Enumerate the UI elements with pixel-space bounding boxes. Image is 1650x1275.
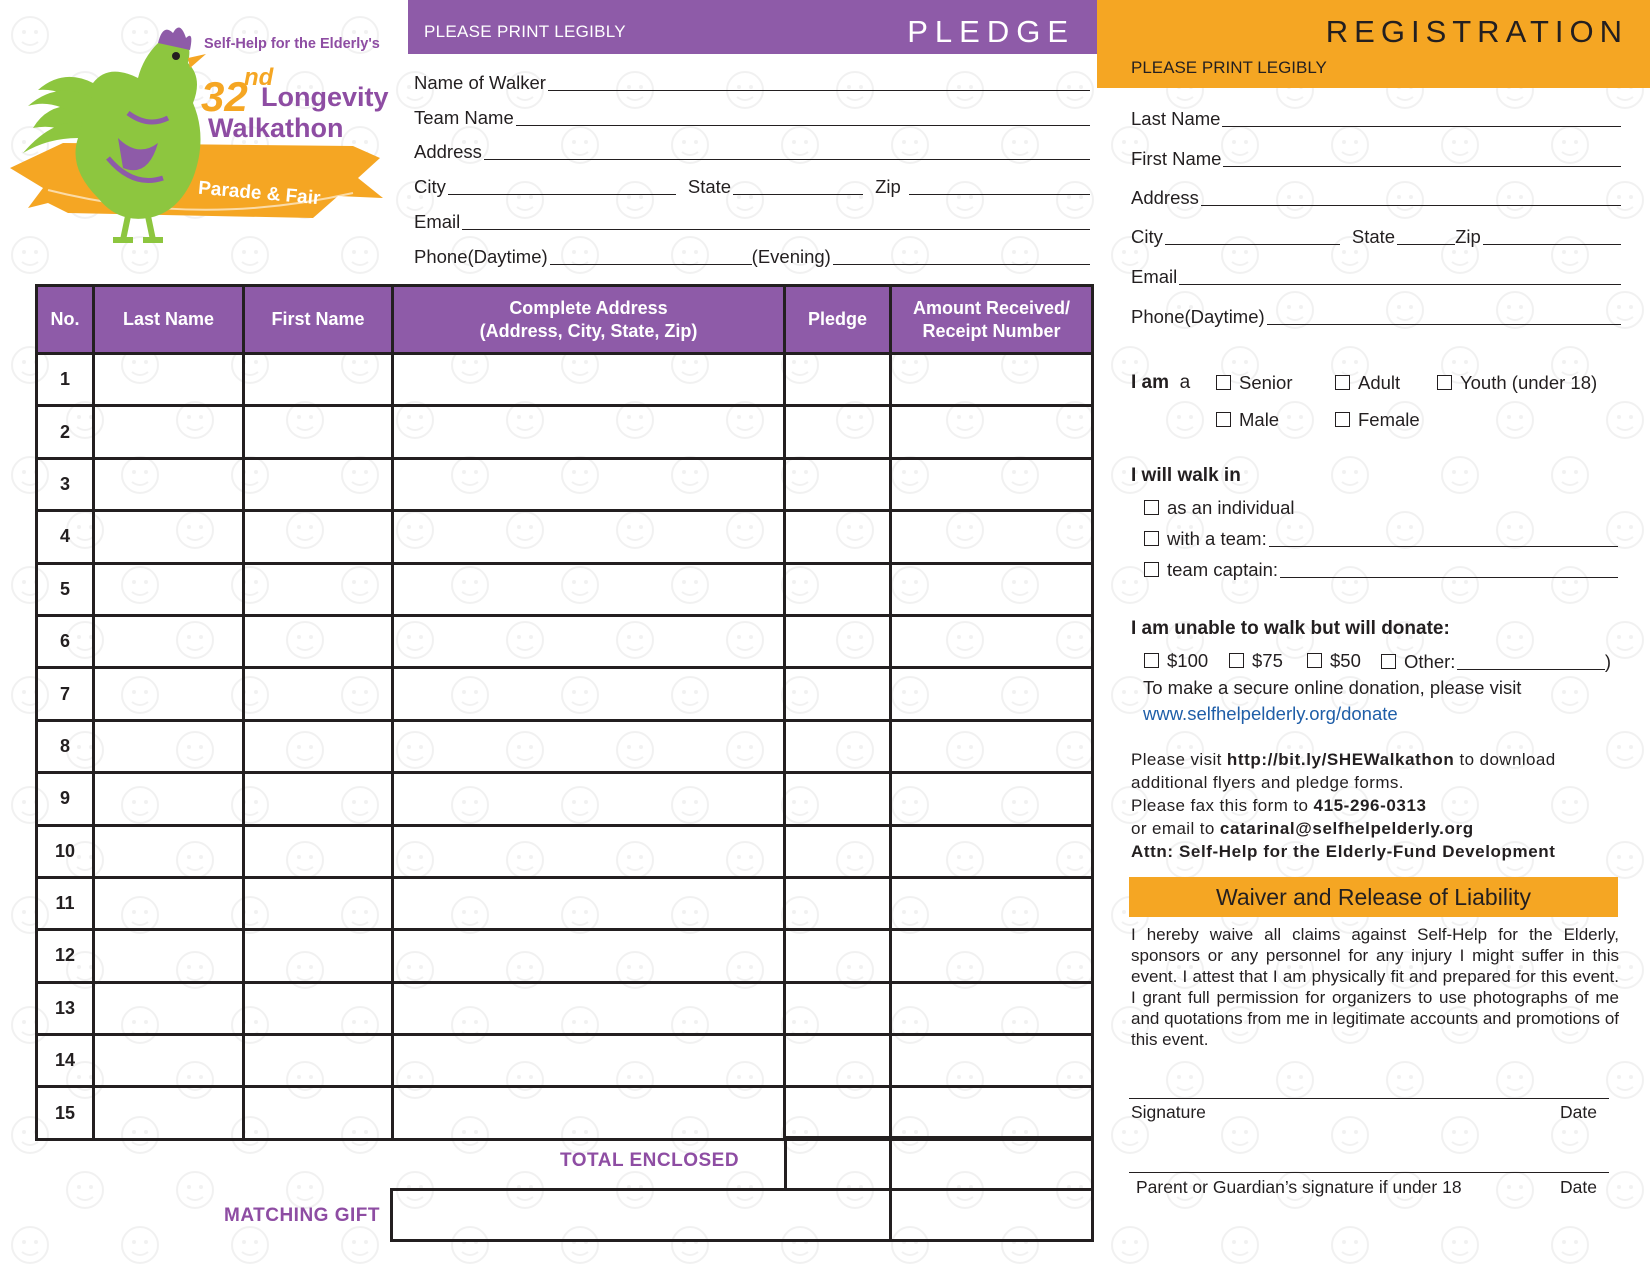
row-address[interactable] (393, 1035, 785, 1087)
reg-city-label: City (1131, 226, 1163, 247)
row-first-name[interactable] (244, 773, 393, 825)
row-pledge[interactable] (785, 354, 891, 406)
total-enclosed-label: TOTAL ENCLOSED (560, 1150, 740, 1171)
row-address[interactable] (393, 406, 785, 458)
header-amount-received (891, 286, 1093, 354)
pledge-phone-evening-label: (Evening) (751, 246, 831, 267)
captain-option[interactable] (1144, 553, 1618, 583)
row-address[interactable] (393, 877, 785, 929)
row-pledge[interactable] (785, 511, 891, 563)
info-email-address[interactable]: catarinal@selfhelpelderly.org (1219, 819, 1474, 838)
row-pledge[interactable] (785, 563, 891, 615)
senior-option[interactable] (1216, 372, 1292, 394)
table-row (37, 563, 1093, 615)
total-pledge-cell[interactable] (784, 1136, 892, 1191)
row-first-name[interactable] (244, 511, 393, 563)
donate-50-option[interactable] (1307, 650, 1361, 672)
info-visit-post: to download (1454, 750, 1556, 769)
pledge-phone-day-label: Phone(Daytime) (414, 246, 548, 267)
total-amount-cell[interactable] (889, 1136, 1094, 1191)
logo-org-name: Self-Help for the Elderly's (204, 36, 380, 52)
reg-email-field[interactable] (1131, 260, 1621, 290)
row-last-name[interactable] (94, 773, 244, 825)
row-last-name[interactable] (94, 825, 244, 877)
info-email-pre: or email to (1131, 819, 1220, 838)
donate-75-checkbox[interactable] (1229, 653, 1244, 668)
row-amount[interactable] (891, 615, 1093, 667)
row-first-name[interactable] (244, 877, 393, 929)
table-row (37, 877, 1093, 929)
info-fax-line (1131, 794, 1556, 817)
row-last-name[interactable] (94, 563, 244, 615)
row-pledge[interactable] (785, 773, 891, 825)
row-pledge[interactable] (785, 1087, 891, 1139)
row-first-name[interactable] (244, 615, 393, 667)
row-amount[interactable] (891, 458, 1093, 510)
row-pledge[interactable] (785, 668, 891, 720)
row-last-name[interactable] (94, 615, 244, 667)
reg-address-label: Address (1131, 187, 1199, 208)
info-visit-pre: Please visit (1131, 750, 1227, 769)
row-number: 6 (37, 615, 94, 667)
header-complete-address (393, 286, 785, 354)
female-checkbox[interactable] (1335, 412, 1350, 427)
row-number: 14 (37, 1035, 94, 1087)
female-option[interactable] (1335, 409, 1420, 431)
signature-label: Signature (1131, 1102, 1206, 1122)
senior-checkbox[interactable] (1216, 375, 1231, 390)
row-amount[interactable] (891, 1087, 1093, 1139)
walker-name-label: Name of Walker (414, 72, 546, 93)
online-donation-link[interactable]: www.selfhelpelderly.org/donate (1143, 703, 1398, 724)
matching-gift-cell[interactable] (390, 1188, 892, 1242)
row-amount[interactable] (891, 773, 1093, 825)
row-pledge[interactable] (785, 877, 891, 929)
row-first-name[interactable] (244, 458, 393, 510)
donate-other-label: Other: (1404, 651, 1456, 672)
row-address[interactable] (393, 825, 785, 877)
pledge-title: PLEDGE (907, 14, 1075, 49)
date-label: Date (1560, 1102, 1597, 1122)
row-pledge[interactable] (785, 458, 891, 510)
row-amount[interactable] (891, 877, 1093, 929)
reg-last-name-label: Last Name (1131, 108, 1221, 129)
table-row (37, 406, 1093, 458)
table-row (37, 511, 1093, 563)
donate-100-checkbox[interactable] (1144, 653, 1159, 668)
row-number: 5 (37, 563, 94, 615)
row-last-name[interactable] (94, 720, 244, 772)
header-first-name: First Name (244, 286, 393, 354)
registration-print-legibly: PLEASE PRINT LEGIBLY (1131, 58, 1327, 77)
donate-heading: I am unable to walk but will donate: (1131, 618, 1450, 639)
pledge-address-field[interactable] (414, 135, 1090, 165)
row-number: 10 (37, 825, 94, 877)
pledge-address-label: Address (414, 141, 482, 162)
signature-line[interactable] (1129, 1098, 1609, 1099)
pledge-zip-label: Zip (875, 176, 901, 197)
row-number: 8 (37, 720, 94, 772)
row-first-name[interactable] (244, 354, 393, 406)
male-checkbox[interactable] (1216, 412, 1231, 427)
reg-state-label: State (1351, 226, 1396, 247)
info-email-line (1131, 817, 1556, 840)
table-row (37, 982, 1093, 1034)
header-last-name: Last Name (94, 286, 244, 354)
youth-option[interactable] (1437, 372, 1597, 394)
row-first-name[interactable] (244, 930, 393, 982)
row-last-name[interactable] (94, 354, 244, 406)
logo-banner-text: Parade & Fair (197, 177, 322, 210)
individual-checkbox[interactable] (1144, 500, 1159, 515)
row-address[interactable] (393, 615, 785, 667)
row-address[interactable] (393, 458, 785, 510)
matching-gift-amount-cell[interactable] (889, 1188, 1094, 1242)
row-number: 7 (37, 668, 94, 720)
pledge-header (408, 0, 1097, 54)
youth-checkbox[interactable] (1437, 375, 1452, 390)
row-pledge[interactable] (785, 930, 891, 982)
row-address[interactable] (393, 930, 785, 982)
donate-other-checkbox[interactable] (1381, 654, 1396, 669)
row-number: 12 (37, 930, 94, 982)
reg-phone-field[interactable] (1131, 300, 1621, 330)
individual-option[interactable] (1144, 497, 1295, 519)
header-address-line1: Complete Address (509, 298, 668, 318)
donate-other-option[interactable] (1381, 645, 1611, 675)
row-last-name[interactable] (94, 930, 244, 982)
info-line2: additional flyers and pledge forms. (1131, 773, 1404, 792)
row-address[interactable] (393, 773, 785, 825)
table-row (37, 458, 1093, 510)
donate-75-option[interactable] (1229, 650, 1283, 672)
row-last-name[interactable] (94, 668, 244, 720)
info-attn-line (1131, 840, 1556, 863)
header-address-line2: (Address, City, State, Zip) (479, 320, 698, 341)
row-first-name[interactable] (244, 406, 393, 458)
captain-checkbox[interactable] (1144, 562, 1159, 577)
i-am-label (1131, 372, 1190, 394)
row-amount[interactable] (891, 406, 1093, 458)
youth-label: Youth (under 18) (1460, 372, 1598, 393)
row-amount[interactable] (891, 1035, 1093, 1087)
waiver-text: I hereby waive all claims against Self-Help for the Elderly, sponsors or any personnel for any injury I might suffer in this event. I attest that I am physically fit and prepared for this event. I grant full permission for organizers to use photographs of me and quotations from me in legitimate accounts and promotions of this event. (1131, 925, 1619, 1049)
donate-50-checkbox[interactable] (1307, 653, 1322, 668)
row-number: 3 (37, 458, 94, 510)
row-number: 13 (37, 982, 94, 1034)
donate-other-close: ) (1604, 651, 1611, 672)
walkathon-logo (8, 18, 400, 246)
info-fax-number: 415-296-0313 (1313, 796, 1427, 815)
row-address[interactable] (393, 563, 785, 615)
header-no: No. (37, 286, 94, 354)
row-amount[interactable] (891, 825, 1093, 877)
donate-50-label: $50 (1330, 650, 1361, 671)
row-amount[interactable] (891, 930, 1093, 982)
info-visit-url[interactable]: http://bit.ly/SHEWalkathon (1226, 750, 1455, 769)
reg-zip-label: Zip (1455, 226, 1481, 247)
reg-city-state-zip-field[interactable] (1131, 220, 1621, 250)
team-name-label: Team Name (414, 107, 514, 128)
senior-label: Senior (1239, 372, 1293, 393)
adult-label: Adult (1358, 372, 1401, 393)
table-header-row (37, 286, 1093, 354)
pledge-print-legibly: PLEASE PRINT LEGIBLY (424, 22, 626, 41)
guardian-signature-line[interactable] (1129, 1172, 1609, 1173)
row-number: 15 (37, 1087, 94, 1139)
row-number: 9 (37, 773, 94, 825)
header-amount-line1: Amount Received/ (912, 298, 1071, 318)
row-last-name[interactable] (94, 406, 244, 458)
logo-number: 32 (201, 73, 248, 120)
row-amount[interactable] (891, 563, 1093, 615)
pledge-phone-field[interactable] (414, 240, 1090, 270)
table-row (37, 930, 1093, 982)
female-label: Female (1358, 409, 1420, 430)
info-visit-line (1131, 748, 1556, 771)
row-first-name[interactable] (244, 563, 393, 615)
table-row (37, 720, 1093, 772)
header-pledge: Pledge (785, 286, 891, 354)
logo-walkathon: Walkathon (208, 113, 344, 143)
header-amount-line2: Receipt Number (922, 320, 1061, 341)
table-row (37, 1035, 1093, 1087)
reg-last-name-field[interactable] (1131, 102, 1621, 132)
team-label: with a team: (1167, 528, 1267, 549)
donate-100-label: $100 (1167, 650, 1209, 671)
table-row (37, 825, 1093, 877)
pledge-email-label: Email (414, 211, 461, 232)
row-pledge[interactable] (785, 825, 891, 877)
pledge-city-label: City (414, 176, 446, 197)
row-number: 2 (37, 406, 94, 458)
male-option[interactable] (1216, 409, 1279, 431)
row-first-name[interactable] (244, 1035, 393, 1087)
pledge-state-label: State (687, 176, 732, 197)
row-address[interactable] (393, 668, 785, 720)
online-donation-text: To make a secure online donation, please visit (1143, 677, 1522, 698)
row-first-name[interactable] (244, 982, 393, 1034)
row-address[interactable] (393, 511, 785, 563)
adult-checkbox[interactable] (1335, 375, 1350, 390)
table-row (37, 354, 1093, 406)
i-am-text: I am (1131, 372, 1170, 393)
logo-longevity: Longevity (261, 82, 389, 112)
donate-75-label: $75 (1252, 650, 1283, 671)
row-last-name[interactable] (94, 1035, 244, 1087)
i-am-a-text: a (1179, 372, 1191, 393)
reg-phone-day-label: Phone(Daytime) (1131, 306, 1265, 327)
row-address[interactable] (393, 354, 785, 406)
pledge-table (35, 284, 1094, 1141)
team-option[interactable] (1144, 522, 1618, 552)
reg-address-field[interactable] (1131, 181, 1621, 211)
row-first-name[interactable] (244, 1087, 393, 1139)
male-label: Male (1239, 409, 1280, 430)
table-row (37, 668, 1093, 720)
row-amount[interactable] (891, 720, 1093, 772)
walker-name-field[interactable] (414, 66, 1090, 96)
row-number: 4 (37, 511, 94, 563)
row-last-name[interactable] (94, 511, 244, 563)
row-first-name[interactable] (244, 668, 393, 720)
walk-in-heading: I will walk in (1131, 465, 1241, 486)
row-last-name[interactable] (94, 877, 244, 929)
pledge-city-state-zip-field[interactable] (414, 170, 1090, 200)
date2-label: Date (1560, 1177, 1597, 1197)
captain-label: team captain: (1167, 559, 1279, 580)
table-row (37, 1087, 1093, 1139)
info-block (1131, 748, 1556, 863)
row-pledge[interactable] (785, 720, 891, 772)
row-number: 11 (37, 877, 94, 929)
row-last-name[interactable] (94, 458, 244, 510)
team-checkbox[interactable] (1144, 531, 1159, 546)
table-row (37, 773, 1093, 825)
row-first-name[interactable] (244, 825, 393, 877)
info-attn: Attn: Self-Help for the Elderly-Fund Development (1131, 842, 1556, 861)
row-amount[interactable] (891, 982, 1093, 1034)
pledge-email-field[interactable] (414, 205, 1090, 235)
info-fax-pre: Please fax this form to (1131, 796, 1314, 815)
matching-gift-label: MATCHING GIFT (224, 1205, 381, 1226)
row-address[interactable] (393, 1087, 785, 1139)
waiver-title: Waiver and Release of Liability (1129, 877, 1618, 917)
reg-first-name-label: First Name (1131, 148, 1222, 169)
row-pledge[interactable] (785, 982, 891, 1034)
guardian-signature-label: Parent or Guardian’s signature if under 18 (1136, 1177, 1462, 1197)
row-last-name[interactable] (94, 1087, 244, 1139)
row-amount[interactable] (891, 354, 1093, 406)
reg-email-label: Email (1131, 266, 1178, 287)
row-amount[interactable] (891, 668, 1093, 720)
row-pledge[interactable] (785, 615, 891, 667)
donate-100-option[interactable] (1144, 650, 1208, 672)
row-pledge[interactable] (785, 1035, 891, 1087)
reg-first-name-field[interactable] (1131, 142, 1621, 172)
row-first-name[interactable] (244, 720, 393, 772)
row-address[interactable] (393, 720, 785, 772)
row-amount[interactable] (891, 511, 1093, 563)
adult-option[interactable] (1335, 372, 1400, 394)
registration-title: REGISTRATION (1325, 14, 1628, 49)
row-last-name[interactable] (94, 982, 244, 1034)
individual-label: as an individual (1167, 497, 1295, 518)
row-pledge[interactable] (785, 406, 891, 458)
row-address[interactable] (393, 982, 785, 1034)
registration-header (1097, 0, 1650, 88)
row-number: 1 (37, 354, 94, 406)
logo-ordinal: nd (244, 64, 274, 91)
team-name-field[interactable] (414, 101, 1090, 131)
table-row (37, 615, 1093, 667)
